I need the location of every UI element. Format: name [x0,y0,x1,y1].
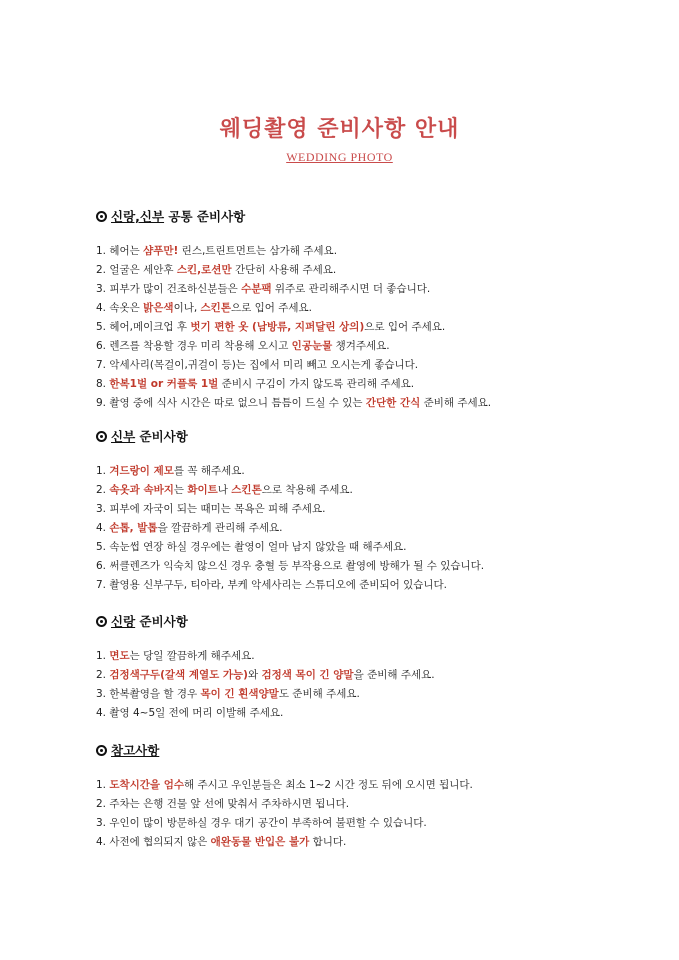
heading-underlined-text: 신랑 [111,614,136,629]
bullseye-icon [96,616,107,627]
list-item [96,261,616,280]
item-text: 간단히 사용해 주세요. [231,264,337,276]
item-text: 도 준비해 주세요. [278,688,360,700]
item-text: 1. [96,779,110,791]
list-item [96,299,616,318]
highlighted-text: 애완동물 반입은 불가 [210,836,310,848]
list-item [96,481,616,500]
highlighted-text: 벗기 편한 옷 (남방류, 지퍼달린 상의) [190,321,365,333]
heading-underlined-text: 신부 [111,429,136,444]
item-text: 를 꼭 해주세요. [173,465,245,477]
section-heading [96,426,616,448]
item-text: 2. 얼굴은 세안후 [96,264,177,276]
item-text: 1. 헤어는 [96,245,144,257]
item-text: 나 [217,484,232,496]
item-text: 을 깔끔하게 관리해 주세요. [157,522,283,534]
list-item [96,394,616,413]
list-item [96,576,616,595]
item-list [96,647,616,723]
highlighted-text: 수분팩 [241,283,272,295]
heading-rest-text: 준비사항 [135,614,188,629]
item-text: 위주로 관리해주시면 더 좋습니다. [271,283,431,295]
highlighted-text: 검정색구두(갈색 계열도 가능) [109,669,248,681]
list-item [96,814,616,833]
item-text: 7. 촬영용 신부구두, 티아라, 부케 악세사리는 스튜디오에 준비되어 있습니다. [96,579,448,591]
highlighted-text: 화이트 [187,484,218,496]
item-text: 6. 렌즈를 착용할 경우 미리 착용해 오시고 [96,340,292,352]
list-item [96,833,616,852]
item-text: 이나, [173,302,201,314]
item-text: 9. 촬영 중에 식사 시간은 따로 없으니 틈틈이 드실 수 있는 [96,397,366,409]
highlighted-text: 인공눈물 [291,340,333,352]
item-text: 1. [96,650,110,662]
list-item [96,500,616,519]
item-text: 5. 속눈썹 연장 하실 경우에는 촬영이 얼마 남지 않았을 때 해주세요. [96,541,407,553]
list-item [96,280,616,299]
list-item [96,242,616,261]
item-text: 2. [96,484,110,496]
item-text: 4. 사전에 협의되지 않은 [96,836,211,848]
item-text: 1. [96,465,110,477]
highlighted-text: 목이 긴 흰색양말 [200,688,279,700]
list-item [96,666,616,685]
document-subtitle: WEDDING PHOTO [286,150,393,164]
bullseye-icon [96,431,107,442]
list-item [96,795,616,814]
item-text: 으로 착용해 주세요. [261,484,353,496]
section-heading [96,740,616,762]
heading-underlined-text: 신랑,신부 [111,209,165,224]
heading-underlined-text: 참고사항 [111,743,160,758]
item-text: 5. 헤어,메이크업 후 [96,321,191,333]
item-list [96,242,616,413]
item-text: 준비시 구김이 가지 않도록 관리해 주세요. [218,378,415,390]
heading-rest-text: 준비사항 [135,429,188,444]
highlighted-text: 도착시간을 엄수 [109,779,185,791]
highlighted-text: 밝은색 [143,302,174,314]
item-list [96,776,616,852]
item-text: 으로 입어 주세요. [230,302,312,314]
item-text: 을 준비해 주세요. [353,669,435,681]
item-text: 린스,트린트먼트는 삼가해 주세요. [178,245,338,257]
list-item [96,776,616,795]
item-text: 와 [247,669,262,681]
highlighted-text: 겨드랑이 제모 [109,465,174,477]
list-item [96,462,616,481]
highlighted-text: 손톱, 발톱 [109,522,158,534]
highlighted-text: 스킨,로션만 [176,264,232,276]
item-text: 해 주시고 우인분들은 최소 1~2 시간 정도 뒤에 오시면 됩니다. [184,779,473,791]
item-text: 3. 피부에 자국이 되는 때미는 목욕은 피해 주세요. [96,503,326,515]
item-text: 6. 써클렌즈가 익숙치 않으신 경우 충혈 등 부작용으로 촬영에 방해가 될 수 있습니다. [96,560,485,572]
highlighted-text: 면도 [109,650,130,662]
highlighted-text: 간단한 간식 [365,397,421,409]
section-heading [96,611,616,633]
highlighted-text: 속옷과 속바지 [109,484,174,496]
section-notes [96,740,616,852]
list-item [96,704,616,723]
item-text: 4. 촬영 4~5일 전에 머리 이발해 주세요. [96,707,284,719]
section-heading [96,206,616,228]
highlighted-text: 스킨톤 [200,302,231,314]
item-text: 3. 우인이 많이 방문하실 경우 대기 공간이 부족하여 불편할 수 있습니다. [96,817,427,829]
item-text: 4. [96,522,110,534]
item-text: 3. 한복촬영을 할 경우 [96,688,201,700]
highlighted-text: 샴푸만! [143,245,179,257]
item-text: 7. 악세사리(목걸이,귀걸이 등)는 집에서 미리 빼고 오시는게 좋습니다. [96,359,419,371]
section-bride [96,426,616,595]
list-item [96,557,616,576]
heading-rest-text: 공통 준비사항 [164,209,246,224]
item-text: 2. 주차는 은행 건물 앞 선에 맞춰서 주차하시면 됩니다. [96,798,350,810]
item-text: 4. 속옷은 [96,302,144,314]
item-text: 으로 입어 주세요. [364,321,446,333]
list-item [96,318,616,337]
bullseye-icon [96,211,107,222]
item-text: 는 당일 깔끔하게 해주세요. [129,650,255,662]
highlighted-text: 검정색 목이 긴 양말 [261,669,354,681]
highlighted-text: 한복1벌 or 커플룩 1벌 [109,378,219,390]
item-text: 는 [173,484,188,496]
section-groom [96,611,616,723]
list-item [96,538,616,557]
list-item [96,356,616,375]
list-item [96,375,616,394]
bullseye-icon [96,745,107,756]
list-item [96,337,616,356]
list-item [96,519,616,538]
item-text: 2. [96,669,110,681]
item-text: 챙겨주세요. [332,340,390,352]
item-text: 합니다. [309,836,347,848]
item-text: 3. 피부가 많이 건조하신분들은 [96,283,242,295]
item-text: 준비해 주세요. [420,397,492,409]
section-common [96,206,616,413]
list-item [96,647,616,666]
item-list [96,462,616,595]
highlighted-text: 스킨톤 [231,484,262,496]
document-title: 웨딩촬영 준비사항 안내 [219,117,460,142]
item-text: 8. [96,378,110,390]
list-item [96,685,616,704]
